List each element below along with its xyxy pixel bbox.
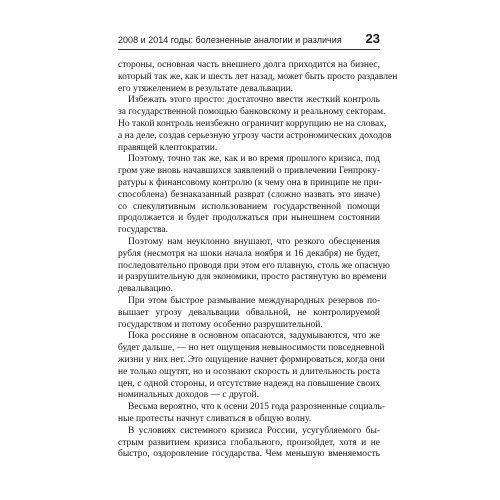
running-header (118, 31, 380, 48)
text-line: Поэтому нам неуклонно внушают, что резкого обесценения (128, 236, 380, 247)
text-line: Но такой контроль неизбежно ограничит коррупцию не на словах, (118, 118, 387, 129)
text-line: а на деле, создав серьезную угрозу части астрономических доходов (118, 130, 392, 141)
body-text (118, 60, 398, 461)
text-line: жизни у них нет. Это ощущение начнет формироваться, когда они (118, 354, 385, 365)
text-line: Поэтому, точно так же, как и во время прошлого кризиса, под (128, 154, 380, 165)
text-line: вышает угрозу девальвации обвальной, не контролируемой (118, 307, 380, 318)
text-line: правящей клептократии. (118, 142, 218, 153)
page-number: 23 (365, 31, 380, 46)
text-line: и разрушительную для экономики, просто растянутую во времени (118, 272, 387, 283)
text-line: со спекулятивным использованием государственной помощи (118, 201, 380, 212)
text-line: рубля (несмотря на шоки начала ноября и 16 декабря) не будет, (118, 248, 380, 259)
text-line: его утяжелением в результате девальвации. (118, 83, 294, 94)
text-line: Весьма вероятно, что к осени 2015 года разрозненные социаль- (128, 402, 385, 413)
text-line: ратуры к финансовому контролю (к чему она в принципе не при- (118, 177, 382, 188)
text-line: номинальных доходов — с другой. (118, 390, 259, 401)
text-line: Избежать этого просто: достаточно ввести жесткий контроль (128, 95, 380, 106)
text-line: быстро, оздоровление государства. Чем меньшую вменяемость (118, 449, 380, 460)
header-rule (118, 49, 380, 50)
text-line: продолжается и будет продолжаться при нынешнем состоянии (118, 213, 380, 224)
text-line: способлена) безнаказанный разврат (сложно назвать это иначе) (118, 189, 380, 200)
text-line: цен, с одной стороны, и отсутствие надежд на повышение своих (118, 378, 380, 389)
text-line: последовательно проводя при этом его плавную, столь же опасную (118, 260, 390, 271)
running-header-title: 2008 и 2014 годы: болезненные аналогии и различия (118, 35, 342, 45)
text-line: стороны, основная часть внешнего долга приходится на бизнес, (118, 60, 380, 70)
text-line: стрым развитием кризиса глобального, произойдет, хотя и не (118, 437, 380, 448)
text-line: Пока россияне в основном опасаются, задумываются, что же (128, 331, 380, 342)
text-line: который так же, как и шесть лет назад, может быть просто раздавлен (118, 71, 398, 82)
text-line: за государственной помощью банковскому и реальному секторам. (118, 107, 386, 118)
text-line: не только ощутят, но и осознают скорость и длительность роста (118, 366, 380, 377)
text-line: девальвацию. (118, 284, 174, 295)
text-line: гром уже вновь начавшихся заявлений о привлечении Генпроку- (118, 166, 380, 177)
text-line: будет дальше, — но нет ощущения невыносимости повседневной (118, 343, 385, 354)
text-line: государства. (118, 225, 169, 236)
text-line: При этом быстрое размывание международных резервов по- (128, 295, 380, 306)
text-line: ные протесты начнут сливаться в общую волну. (118, 413, 312, 424)
text-line: государством и потому особенно разрушительной. (118, 319, 323, 330)
text-line: В условиях системного кризиса России, усугубляемого бы- (128, 425, 380, 436)
